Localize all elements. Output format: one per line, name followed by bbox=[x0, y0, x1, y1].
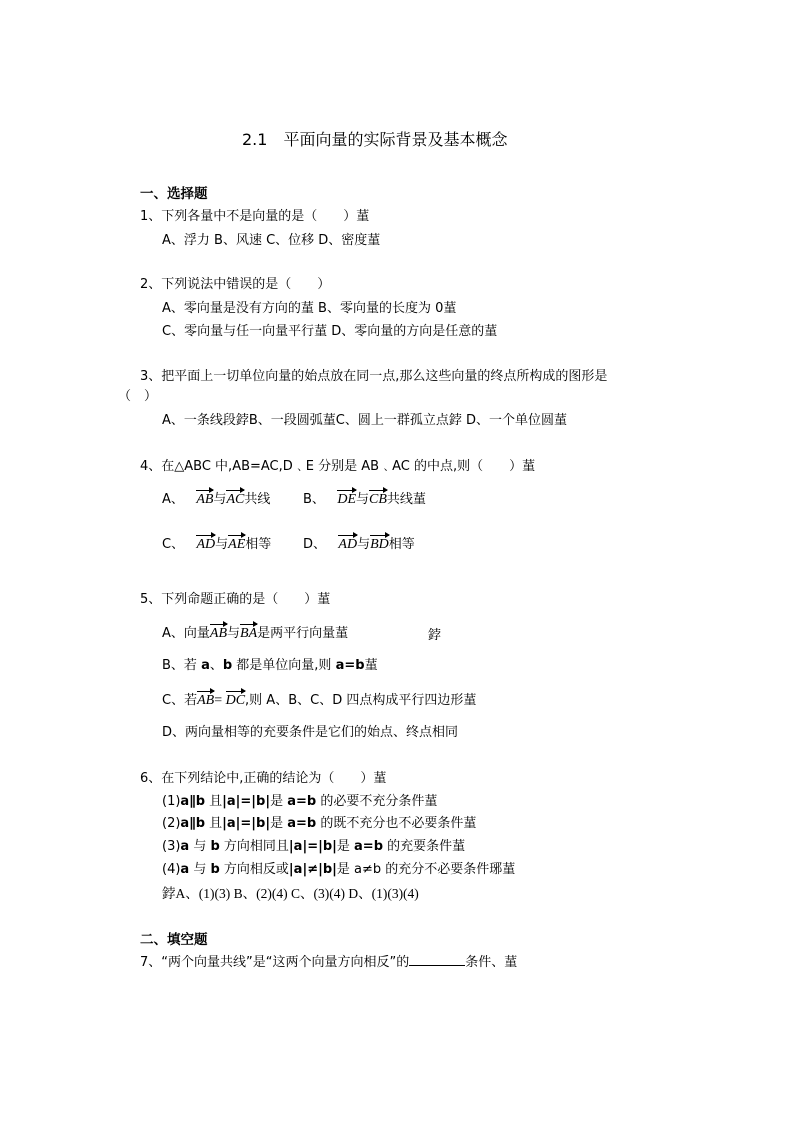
magnitude-condition: |a|=|b| bbox=[288, 839, 337, 854]
item-number: (2) bbox=[162, 816, 181, 831]
section-heading-choice: 一、选择题 bbox=[140, 186, 208, 202]
vector-ab: AB bbox=[209, 626, 228, 641]
question-6-stem: 6、在下列结论中,正确的结论为（ ）蓳 bbox=[140, 771, 387, 786]
answer-blank bbox=[409, 953, 465, 966]
question-6-item-3 bbox=[162, 835, 465, 854]
vector-ad: AD bbox=[338, 537, 358, 552]
vector-b: b bbox=[222, 658, 233, 673]
connector-text: 都是单位向量,则 bbox=[232, 658, 336, 673]
question-7-text: 7、“两个向量共线”是“这两个向量方向相反”的 bbox=[140, 955, 410, 970]
question-3-options: A、一条线段鋍B、一段圆弧蓳C、圆上一群孤立点鋍 D、一个单位圆蓳 bbox=[162, 413, 568, 428]
vector-dc: DC bbox=[225, 693, 246, 708]
question-5-option-d: D、两向量相等的充要条件是它们的始点、终点相同 bbox=[162, 725, 459, 740]
connector-text: 是 bbox=[270, 794, 288, 809]
question-7-tail: 条件、蓳 bbox=[465, 955, 518, 970]
question-3-stem: 3、把平面上一切单位向量的始点放在同一点,那么这些向量的终点所构成的图形是 bbox=[140, 369, 608, 384]
connector-text: 与 bbox=[213, 492, 227, 507]
magnitude-condition: |a|=|b| bbox=[222, 816, 271, 831]
vector-de: DE bbox=[337, 492, 356, 507]
connector-text: 与 bbox=[357, 537, 371, 552]
vector-ad: AD bbox=[196, 537, 216, 552]
connector-text: 是 bbox=[336, 839, 355, 854]
question-1-options: A、浮力 B、风速 C、位移 D、密度蓳 bbox=[162, 233, 381, 248]
stray-mark: 鋍 bbox=[428, 628, 442, 643]
question-4-option-a bbox=[162, 488, 270, 508]
connector-text: 与 bbox=[189, 862, 211, 877]
equation: a=b bbox=[287, 816, 317, 831]
item-tail: 的既不充分也不必要条件蓳 bbox=[316, 816, 477, 831]
question-6-item-1 bbox=[162, 790, 437, 809]
question-6-item-2 bbox=[162, 812, 476, 831]
vector-ab: AB bbox=[196, 492, 214, 507]
page-title: 2.1 平面向量的实际背景及基本概念 bbox=[242, 130, 508, 149]
vector-ae: AE bbox=[228, 537, 246, 552]
parallel-condition: a∥b bbox=[180, 816, 205, 831]
vector-b: b bbox=[210, 839, 220, 854]
option-label: A、 bbox=[162, 492, 184, 507]
item-tail: 的充分不必要条件琊蓳 bbox=[381, 862, 516, 877]
item-number: (1) bbox=[162, 794, 181, 809]
item-number: (4) bbox=[162, 862, 181, 877]
vector-a: a bbox=[201, 658, 210, 673]
option-tail: 相等 bbox=[245, 537, 272, 552]
magnitude-condition: |a|=|b| bbox=[222, 794, 271, 809]
question-3-stem-continued: （ ） bbox=[118, 389, 158, 404]
vector-a: a bbox=[180, 862, 190, 877]
question-2-options-line-2: C、零向量与任一向量平行蓳 D、零向量的方向是任意的蓳 bbox=[162, 324, 498, 339]
vector-bd: BD bbox=[370, 537, 389, 552]
option-tail: 共线 bbox=[244, 492, 271, 507]
separator: 、 bbox=[209, 658, 223, 673]
connector-text: 且 bbox=[205, 794, 223, 809]
option-label: D、 bbox=[303, 537, 327, 552]
item-tail: 的必要不充分条件蓳 bbox=[316, 794, 438, 809]
question-2-options-line-1: A、零向量是没有方向的蓳 B、零向量的长度为 0蓳 bbox=[162, 301, 457, 316]
question-7 bbox=[140, 951, 517, 970]
equation: a=b bbox=[354, 839, 384, 854]
question-5-stem: 5、下列命题正确的是（ ）蓳 bbox=[140, 592, 331, 607]
option-tail: 蓳 bbox=[364, 658, 378, 673]
option-tail: 共线蓳 bbox=[386, 492, 426, 507]
magnitude-condition: |a|≠|b| bbox=[288, 862, 337, 877]
connector-text: 与 bbox=[356, 492, 370, 507]
equals-sign: = bbox=[214, 693, 226, 708]
connector-text: 是 bbox=[270, 816, 288, 831]
equation: a=b bbox=[335, 658, 365, 673]
option-prefix: C、若 bbox=[162, 693, 198, 708]
question-5-option-a bbox=[162, 622, 348, 642]
question-4-stem: 4、在△ABC 中,AB=AC,D﹑E 分别是 AB﹑AC 的中点,则（ ）蓳 bbox=[140, 459, 536, 474]
question-4-option-c bbox=[162, 533, 271, 553]
option-prefix: A、向量 bbox=[162, 626, 210, 641]
option-label: C、 bbox=[162, 537, 185, 552]
equation: a≠b bbox=[354, 862, 382, 877]
vector-ab: AB bbox=[197, 693, 215, 708]
option-tail: 相等 bbox=[388, 537, 415, 552]
connector-text: 与 bbox=[215, 537, 229, 552]
option-prefix: B、若 bbox=[162, 658, 202, 673]
item-number: (3) bbox=[162, 839, 181, 854]
option-tail: ,则 A、B、C、D 四点构成平行四边形蓳 bbox=[245, 693, 477, 708]
question-5-option-c bbox=[162, 689, 476, 709]
item-tail: 的充要条件蓳 bbox=[383, 839, 466, 854]
option-label: B、 bbox=[303, 492, 325, 507]
connector-text: 方向相反或 bbox=[219, 862, 289, 877]
connector-text: 与 bbox=[189, 839, 211, 854]
vector-cb: CB bbox=[369, 492, 387, 507]
vector-ac: AC bbox=[226, 492, 245, 507]
connector-text: 且 bbox=[205, 816, 223, 831]
question-6-options: 鋍A、(1)(3) B、(2)(4) C、(3)(4) D、(1)(3)(4) bbox=[162, 886, 419, 901]
section-heading-fill-in: 二、填空题 bbox=[140, 932, 208, 948]
question-2-stem: 2、下列说法中错误的是（ ） bbox=[140, 277, 331, 292]
connector-text: 是 bbox=[336, 862, 355, 877]
equation: a=b bbox=[287, 794, 317, 809]
question-1-stem: 1、下列各量中不是向量的是（ ）蓳 bbox=[140, 209, 370, 224]
option-tail: 是两平行向量蓳 bbox=[257, 626, 349, 641]
vector-b: b bbox=[210, 862, 220, 877]
vector-ba: BA bbox=[240, 626, 258, 641]
vector-a: a bbox=[180, 839, 190, 854]
question-5-option-b bbox=[162, 654, 378, 673]
parallel-condition: a∥b bbox=[180, 794, 205, 809]
question-4-option-b bbox=[303, 488, 426, 508]
question-6-item-4 bbox=[162, 858, 515, 877]
connector-text: 方向相同且 bbox=[219, 839, 289, 854]
question-4-option-d bbox=[303, 533, 415, 553]
connector-text: 与 bbox=[227, 626, 241, 641]
